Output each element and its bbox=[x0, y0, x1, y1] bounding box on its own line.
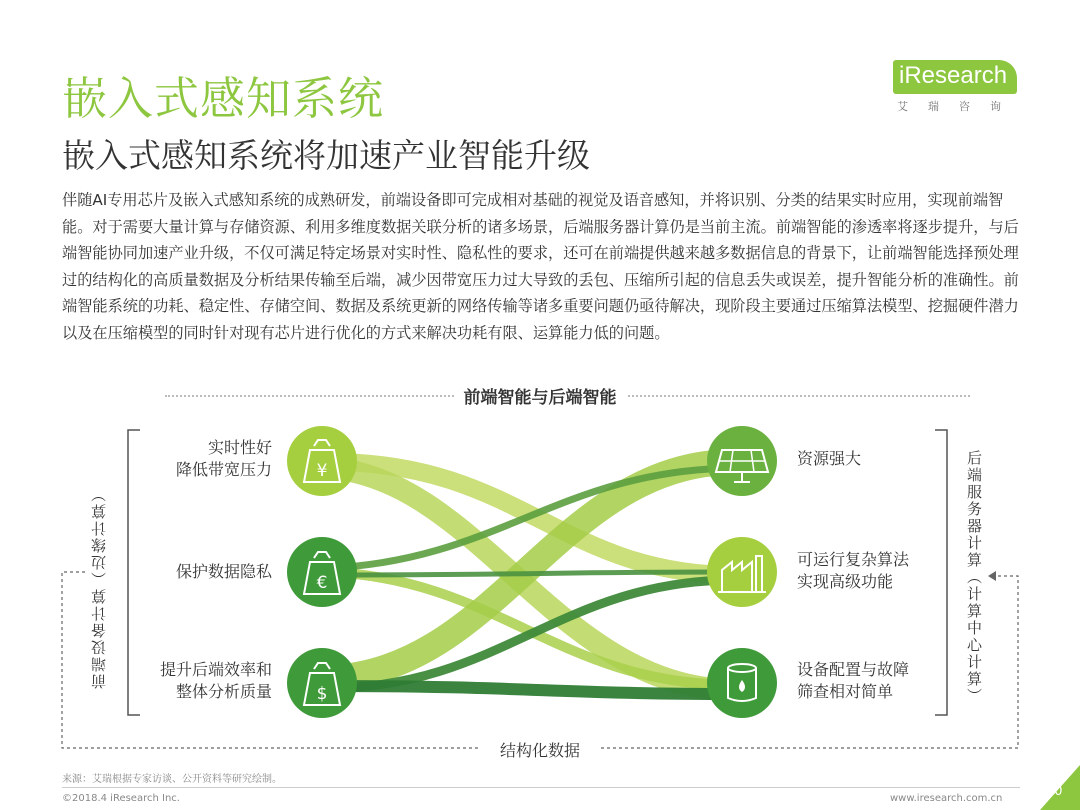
svg-text:€: € bbox=[316, 573, 328, 593]
right-item-3-line2: 筛查相对简单 bbox=[797, 682, 894, 701]
page-number: 10 bbox=[1046, 784, 1063, 799]
right-item-1 bbox=[797, 448, 861, 470]
frame-arrow bbox=[988, 571, 996, 581]
right-item-3-line1: 设备配置与故障 bbox=[797, 660, 910, 679]
left-item-2-line1: 保护数据隐私 bbox=[175, 562, 272, 581]
left-item-3 bbox=[112, 659, 272, 703]
oil-barrel-icon bbox=[707, 648, 777, 718]
solar-panel-icon bbox=[707, 426, 777, 496]
euro-money-bag-icon bbox=[287, 537, 357, 607]
factory-icon bbox=[707, 537, 777, 607]
right-group-label: 后端服务器计算（计算中心计算） bbox=[965, 450, 983, 705]
source-note: 来源：艾瑞根据专家访谈、公开资料等研究绘制。 bbox=[62, 774, 282, 785]
right-item-2-line1: 可运行复杂算法 bbox=[797, 550, 910, 569]
svg-text:$: $ bbox=[316, 684, 328, 704]
left-item-3-line1: 提升后端效率和 bbox=[159, 660, 272, 679]
left-item-1-line1: 实时性好 bbox=[207, 438, 272, 457]
website-url: www.iresearch.com.cn bbox=[890, 793, 1003, 804]
right-item-2 bbox=[797, 549, 909, 593]
logo-text: iResearch bbox=[893, 60, 1017, 94]
left-item-3-line2: 整体分析质量 bbox=[175, 682, 272, 701]
right-bracket bbox=[935, 430, 947, 715]
svg-text:¥: ¥ bbox=[316, 461, 328, 481]
structured-data-label: 结构化数据 bbox=[480, 738, 600, 761]
left-item-2 bbox=[112, 561, 272, 583]
copyright: ©2018.4 iResearch Inc. bbox=[62, 793, 180, 804]
footer-divider bbox=[62, 787, 1020, 788]
flow-euro-to-factory bbox=[330, 572, 735, 575]
logo-subtext: 艾瑞咨询 bbox=[897, 100, 1021, 113]
left-item-1-line2: 降低带宽压力 bbox=[175, 460, 272, 479]
left-group-label: 前端设备计算（边缘计算） bbox=[90, 485, 108, 689]
right-item-2-line2: 实现高级功能 bbox=[797, 572, 894, 591]
dollar-money-bag-icon bbox=[287, 648, 357, 718]
right-item-3 bbox=[797, 659, 909, 703]
yen-money-bag-icon bbox=[287, 426, 357, 496]
body-paragraph: 伴随AI专用芯片及嵌入式感知系统的成熟研发，前端设备即可完成相对基础的视觉及语音感知，并将识别、分类的结果实时应用，实现前端智能。对于需要大量计算与存储资源、利用多维度数据关联分析的诸多场景，后端服务器计算仍是当前主流。前端智能的渗透率将逐步提升，与后端智能协同加速产业升级，不仅可满足特定场景对实时性、隐私性的要求，还可在前端提供越来越多数据信息的背景下，让前端智能选择预处理过的结构化的高质量数据及分析结果传输至后端，减少因带宽压力过大导致的丢包、压缩所引起的信息丢失或误差，提升智能分析的准确性。前端智能系统的功耗、稳定性、存储空间、数据及系统更新的网络传输等诸多重要问题仍亟待解决，现阶段主要通过压缩算法模型、挖掘硬件潜力以及在压缩模型的同时针对现有芯片进行优化的方式来解决功耗有限、运算能力低的问题。 bbox=[62, 191, 1019, 342]
right-item-1-line1: 资源强大 bbox=[797, 449, 862, 468]
left-item-1 bbox=[112, 437, 272, 481]
diagram-title: 前端智能与后端智能 bbox=[454, 383, 627, 408]
page-subtitle: 嵌入式感知系统将加速产业智能升级 bbox=[62, 136, 590, 175]
page-title: 嵌入式感知系统 bbox=[62, 72, 385, 125]
